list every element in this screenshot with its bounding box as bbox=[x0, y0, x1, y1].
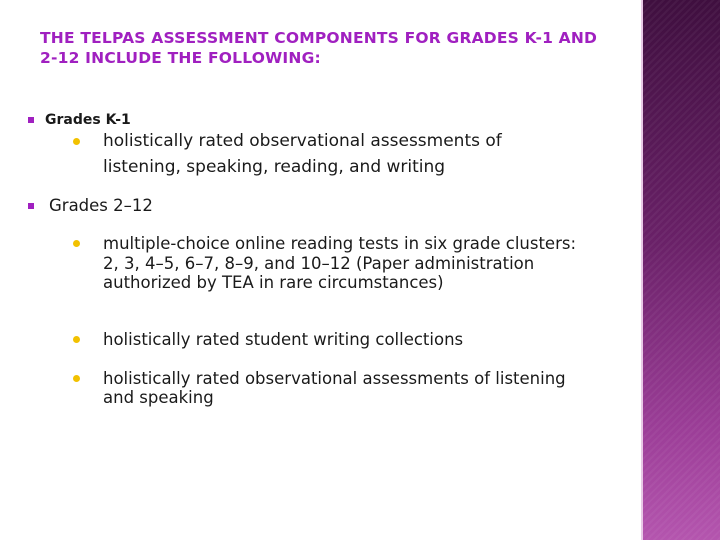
slide-title bbox=[40, 28, 600, 68]
round-bullet-icon bbox=[73, 336, 80, 343]
round-bullet-icon bbox=[73, 375, 80, 382]
list-item-line: authorized by TEA in rare circumstances) bbox=[103, 273, 444, 292]
list-item-line: holistically rated observational assessments of listening bbox=[103, 369, 566, 388]
section-heading-grades-2-12: Grades 2–12 bbox=[49, 196, 153, 215]
square-bullet-icon bbox=[28, 203, 34, 209]
decorative-side-bar bbox=[641, 0, 720, 540]
round-bullet-icon bbox=[73, 138, 80, 145]
slide-title-line-2: 2-12 INCLUDE THE FOLLOWING: bbox=[40, 49, 321, 67]
list-item-line: holistically rated observational assessments of bbox=[103, 131, 502, 151]
slide-title-line-1: THE TELPAS ASSESSMENT COMPONENTS FOR GRADES K-1 AND bbox=[40, 29, 598, 47]
list-item-line: listening, speaking, reading, and writing bbox=[103, 157, 446, 177]
list-item-line: multiple-choice online reading tests in six grade clusters: bbox=[103, 234, 577, 253]
square-bullet-icon bbox=[28, 117, 34, 123]
list-item-line: holistically rated student writing collections bbox=[103, 330, 464, 349]
list-item-line: 2, 3, 4–5, 6–7, 8–9, and 10–12 (Paper administration bbox=[103, 254, 535, 273]
round-bullet-icon bbox=[73, 240, 80, 247]
section-heading-grades-k1: Grades K-1 bbox=[45, 112, 131, 128]
list-item-line: and speaking bbox=[103, 388, 214, 407]
